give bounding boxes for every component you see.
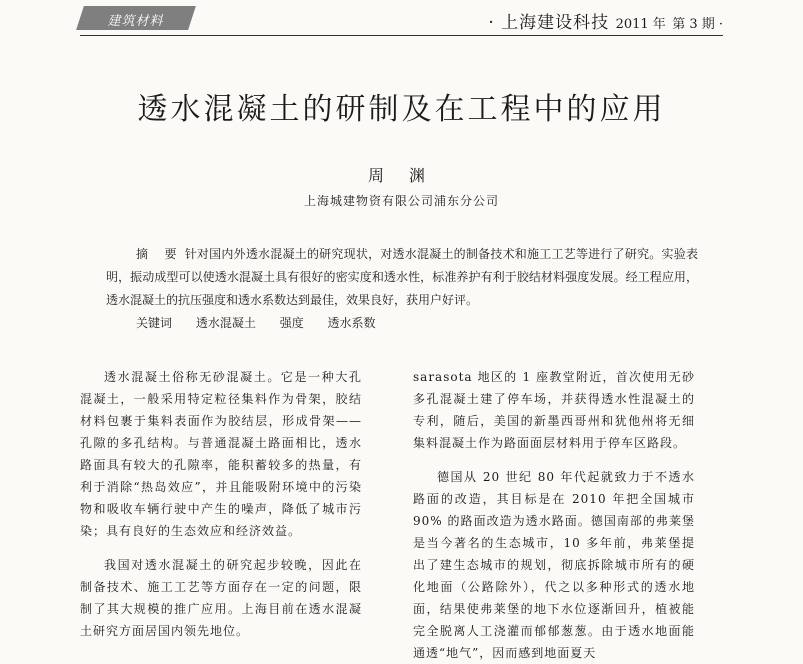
body-paragraph: 德国从 20 世纪 80 年代起就致力于不透水路面的改造，其目标是在 2010 年把全国城市 90% 的路面改造为透水路面。德国南部的弗莱堡是当今著名的生态城市，10 多年前，弗莱堡提出了建生态城市的规划，彻底拆除城市所有的硬化地面（公路除外），代之以多种形式的透水地面，结果使弗莱堡的地下水位逐渐回升，植被能完全脱离人工浇灌而郁郁葱葱。由于透水地面能通透“地气”，因而感到地面夏天: [413, 470, 695, 660]
body-paragraph: sarasota 地区的 1 座教堂附近，首次使用无砂多孔混凝土建了停车场，并获得透水性混凝土的专利，随后，美国的新墨西哥州和犹他州将无细集料混凝土作为路面面层材料用于停车区路段。: [413, 370, 695, 450]
section-tag: [76, 6, 196, 30]
keyword-item: 透水系数: [327, 316, 376, 330]
header-rule: [80, 35, 723, 36]
journal-name: · 上海建设科技: [488, 13, 610, 33]
abstract-text: 针对国内外透水混凝土的研究现状，对透水混凝土的制备技术和施工工艺等进行了研究。实验表明，振动成型可以使透水混凝土具有很好的密实度和透水性，标准养护有利于胶结材料强度发展。经工程应用，透水混凝土的抗压强度和透水系数达到最佳，效果良好，获用户好评。: [106, 247, 698, 307]
abstract-label: 摘 要: [136, 247, 179, 261]
abstract-block: [106, 243, 698, 335]
journal-year: 2011 年: [615, 17, 666, 32]
abstract-paragraph: [106, 243, 698, 312]
keyword-item: 透水混凝土: [195, 316, 256, 330]
article-author: 周 渊: [367, 166, 436, 185]
body-paragraph: 透水混凝土俗称无砂混凝土。它是一种大孔混凝土，一般采用特定粒径集料作为骨架，胶结材料包裹于集料表面作为胶结层，形成骨架——孔隙的多孔结构。与普通混凝土路面相比，透水路面具有较大的孔隙率，能积蓄较多的热量，有利于消除“热岛效应”，并且能吸附环境中的污染物和吸收车辆行驶中产生的噪声，降低了城市污染；具有良好的生态效应和经济效益。: [80, 370, 362, 538]
keywords-label: 关键词: [136, 316, 173, 330]
body-right-column: [413, 366, 695, 664]
section-tag-label: 建筑材料: [107, 14, 164, 29]
journal-issue: 第 3 期 ·: [672, 17, 723, 32]
article-affiliation: 上海城建物资有限公司浦东分公司: [303, 194, 499, 208]
keywords-line: [136, 312, 698, 335]
keyword-item: 强度: [279, 316, 304, 330]
article-title: 透水混凝土的研制及在工程中的应用: [137, 92, 666, 127]
body-paragraph: 我国对透水混凝土的研究起步较晚，因此在制备技术、施工工艺等方面存在一定的问题，限制了其大规模的推广应用。上海目前在透水混凝土研究方面居国内领先地位。: [80, 558, 362, 638]
body-left-column: [80, 366, 362, 642]
journal-header: [488, 8, 723, 33]
